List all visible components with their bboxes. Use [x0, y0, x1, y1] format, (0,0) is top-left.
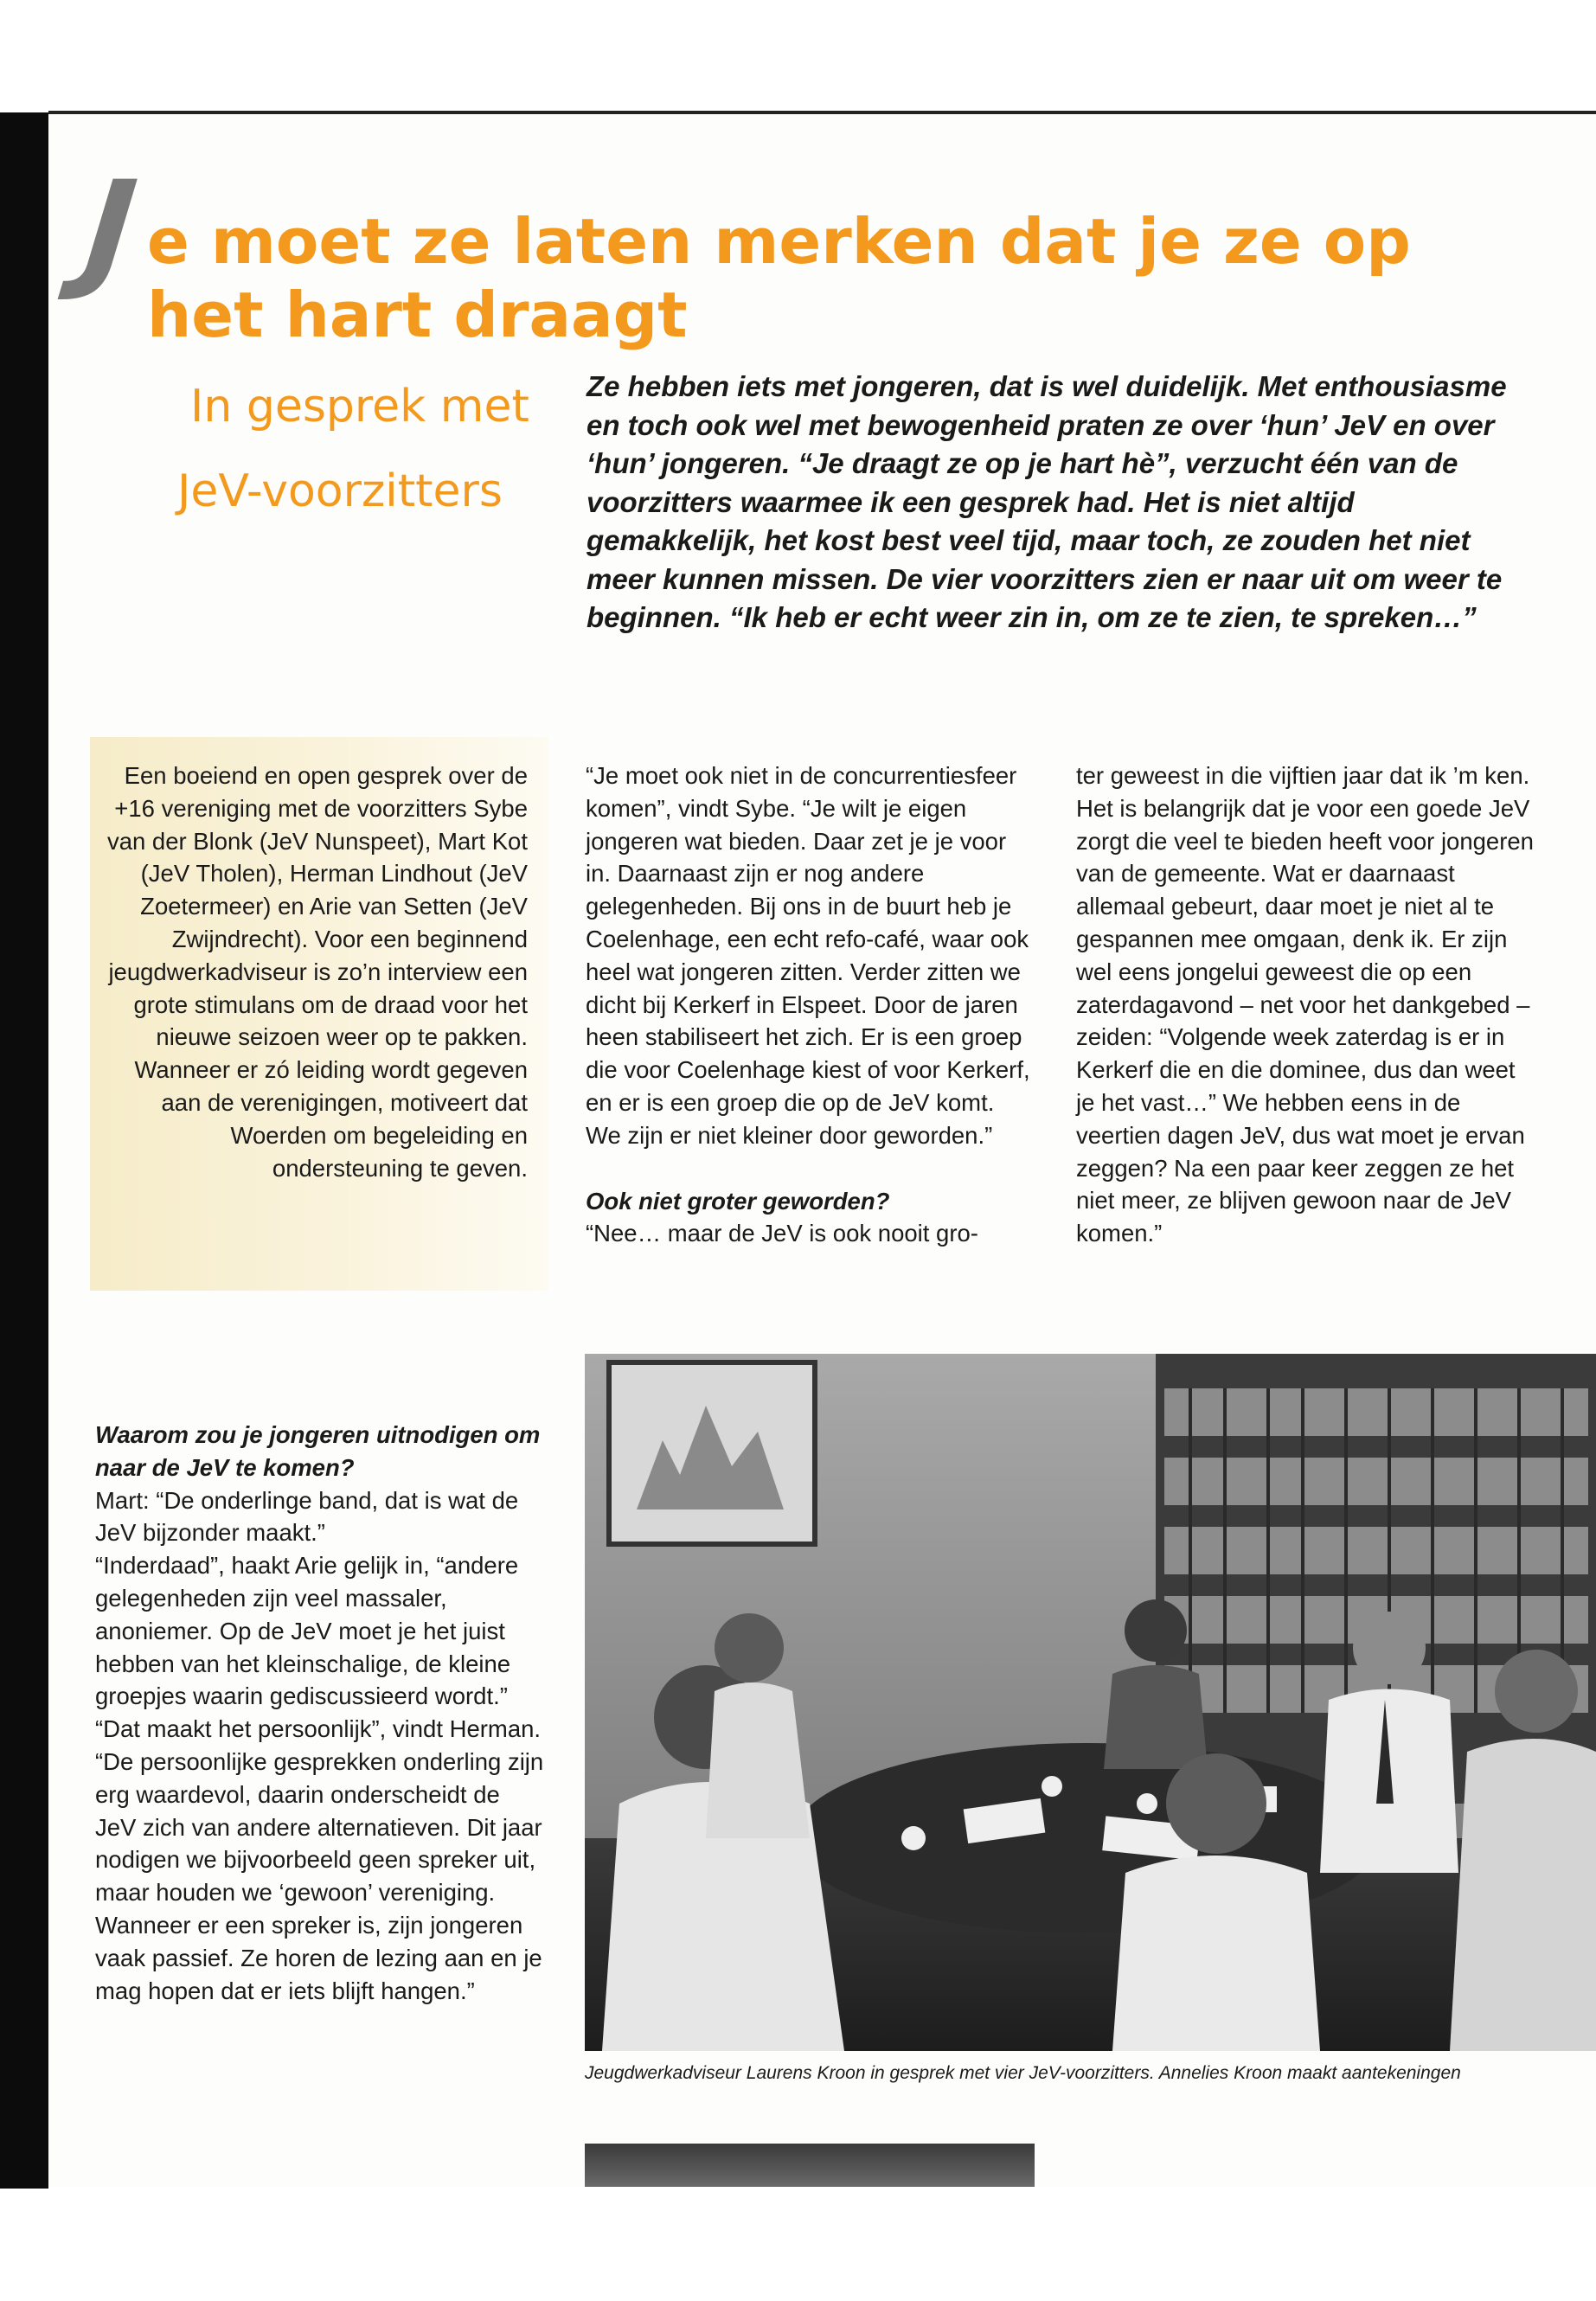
photo-caption: Jeugdwerkadviseur Laurens Kroon in gesprek met vier JeV-voorzitters. Annelies Kroon maakt aantekeningen — [585, 2063, 1461, 2083]
sidebar-text: Een boeiend en open gesprek over de +16 vereniging met de voorzitters Sybe van der Blonk (JeV Nunspeet), Mart Kot (JeV Tholen), Herman Lindhout (JeV Zoetermeer) en Arie van Setten (JeV Zwijndrecht). Voor een beginnend jeugdwerkadviseur is zo’n interview een grote stimulans om de draad voor het nieuwe seizoen weer op te pakken. Wanneer er zó leiding wordt gegeven aan de verenigingen, motiveert dat Woerden om begeleiding en ondersteuning te geven. — [106, 762, 528, 1182]
title-dropcap: J — [78, 154, 143, 304]
intro-paragraph: Ze hebben iets met jongeren, dat is wel duidelijk. Met enthousiasme en toch ook wel met bewogenheid praten ze over ‘hun’ JeV en over ‘hun’ jongeren. “Je draagt ze op je hart hè”, verzucht één van de voorzitters waarmee ik een gesprek had. Het is niet altijd gemakkelijk, het kost best veel tijd, maar toch, ze zouden het niet meer kunnen missen. De vier voorzitters zien er naar uit om weer te beginnen. “Ik heb er echt weer zin in, om ze te zien, te spreken…” — [586, 370, 1507, 633]
page-number-bar — [585, 2144, 1035, 2187]
paragraph: “Dat maakt het persoonlijk”, vindt Herman. “De persoonlijke gesprekken onderling zijn erg waardevol, daarin onderscheidt de JeV zich van andere alternatieven. Dit jaar nodigen we bijvoorbeeld geen spreker uit, maar houden we ‘gewoon’ vereniging. Wanneer er een spreker is, zijn jongeren vaak passief. Ze horen de lezing aan en je mag hopen dat er iets blijft hangen.” — [95, 1715, 544, 2004]
subtitle-line-1: In gesprek met — [190, 381, 529, 433]
paragraph: “Nee… maar de JeV is ook nooit gro- — [586, 1220, 978, 1247]
question-heading: Waarom zou je jongeren uitnodigen om naar de JeV te komen? — [95, 1421, 541, 1481]
paragraph: “Inderdaad”, haakt Arie gelijk in, “andere gelegenheden zijn veel massaler, anoniemer. Op de JeV moet je het juist hebben van het kleinschalige, de kleine groepjes waarin gediscussieerd wordt.” — [95, 1552, 519, 1710]
meeting-photo — [585, 1354, 1596, 2051]
paragraph: Mart: “De onderlinge band, dat is wat de JeV bijzonder maakt.” — [95, 1486, 519, 1547]
subtitle-line-2: JeV-voorzitters — [177, 465, 503, 517]
question-heading: Ook niet groter geworden? — [586, 1187, 890, 1215]
scan-edge-top — [48, 111, 1596, 114]
title-line-1: e moet ze laten merken dat je ze op — [147, 205, 1411, 278]
scan-edge-left — [0, 112, 48, 2189]
paragraph: ter geweest in die vijftien jaar dat ik ’m ken. Het is belangrijk dat je voor een goede JeV zorgt die veel te bieden heeft voor jongeren van de gemeente. Wat er daarnaast allemaal gebeurt, daar moet je niet al te gespannen mee omgaan, denk ik. Er zijn wel eens jongelui geweest die op een zaterdagavond – net voor het dankgebed – zeiden: “Volgende week zaterdag is er in Kerkerf die en die dominee, dus dan weet je het vast…” We hebben eens in de veertien dagen JeV, dus wat moet je ervan zeggen? Na een paar keer zeggen ze het niet meer, ze blijven gewoon naar de JeV komen.” — [1076, 762, 1534, 1247]
column-right — [1076, 760, 1535, 1250]
column-left-lower — [95, 1419, 545, 2007]
title-line-2: het hart draagt — [147, 279, 688, 351]
column-middle — [586, 760, 1035, 1250]
paragraph: “Je moet ook niet in de concurrentiesfeer komen”, vindt Sybe. “Je wilt je eigen jongeren wat bieden. Daar zet je je voor in. Daarnaast zijn er nog andere gelegenheden. Bij ons in de buurt heb je Coelenhage, een echt refo-café, waar ook heel wat jongeren zitten. Verder zitten we dicht bij Kerkerf in Elspeet. Door de jaren heen stabiliseert het zich. Er is een groep die voor Coelenhage kiest of voor Kerkerf, en er is een groep die op de JeV komt. We zijn er niet kleiner door geworden.” — [586, 762, 1030, 1149]
